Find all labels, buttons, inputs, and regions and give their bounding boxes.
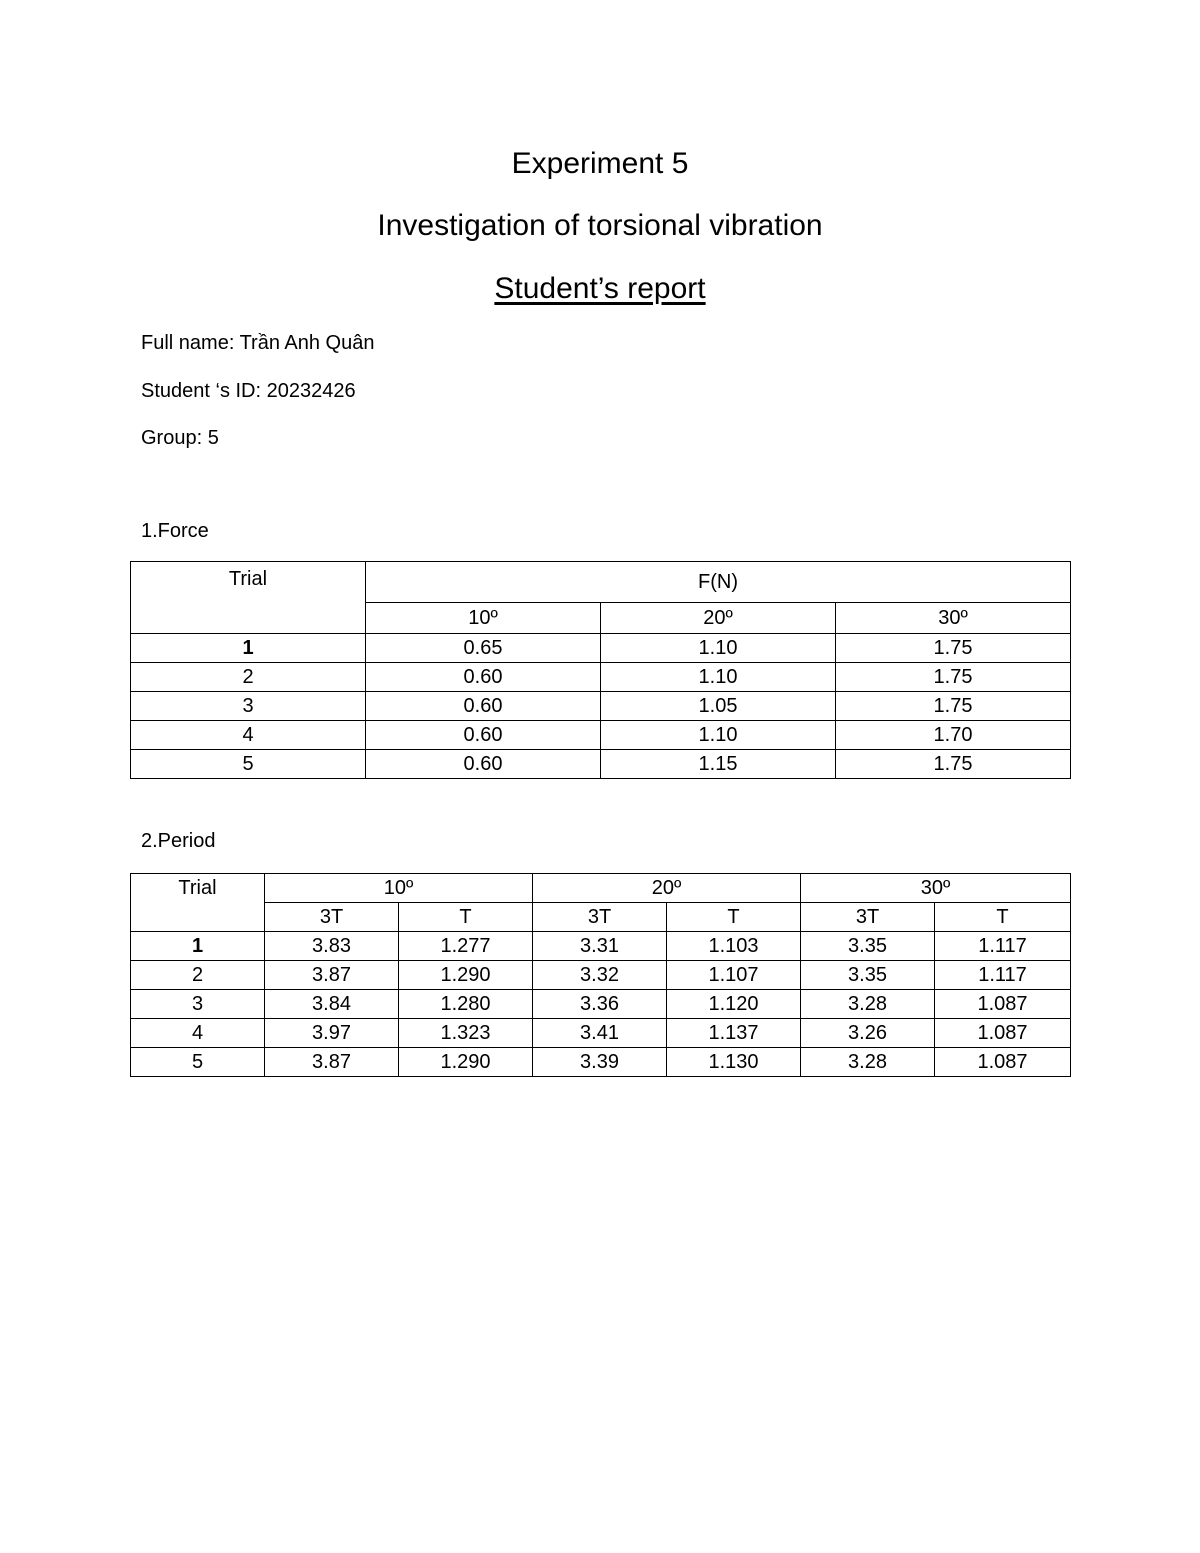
trial-cell: 2 [131, 961, 265, 990]
table-row [131, 1048, 1071, 1077]
period-sub-header: 3T [265, 903, 399, 932]
trial-cell: 3 [131, 692, 366, 721]
value-cell: 1.290 [399, 961, 533, 990]
value-cell: 0.60 [366, 750, 601, 779]
period-sub-header: 3T [801, 903, 935, 932]
value-cell: 1.75 [836, 692, 1071, 721]
value-cell: 1.70 [836, 721, 1071, 750]
value-cell: 1.05 [601, 692, 836, 721]
value-cell: 1.130 [667, 1048, 801, 1077]
value-cell: 1.290 [399, 1048, 533, 1077]
value-cell: 3.84 [265, 990, 399, 1019]
value-cell: 0.60 [366, 663, 601, 692]
value-cell: 3.97 [265, 1019, 399, 1048]
table-row [131, 721, 1071, 750]
value-cell: 1.087 [935, 1048, 1071, 1077]
period-angle-header: 10º [265, 874, 533, 903]
student-id: Student ‘s ID: 20232426 [141, 380, 356, 402]
force-angle-header: 30º [836, 603, 1071, 634]
period-trial-header: Trial [131, 874, 265, 932]
trial-cell: 4 [131, 1019, 265, 1048]
value-cell: 3.35 [801, 961, 935, 990]
period-sub-header: 3T [533, 903, 667, 932]
value-cell: 1.10 [601, 634, 836, 663]
table-row [131, 692, 1071, 721]
table-row [131, 961, 1071, 990]
value-cell: 3.28 [801, 1048, 935, 1077]
period-sub-header: T [399, 903, 533, 932]
trial-cell: 3 [131, 990, 265, 1019]
value-cell: 1.75 [836, 634, 1071, 663]
experiment-title: Experiment 5 [511, 147, 689, 180]
force-angle-header: 20º [601, 603, 836, 634]
table-row [131, 932, 1071, 961]
value-cell: 0.60 [366, 721, 601, 750]
value-cell: 3.26 [801, 1019, 935, 1048]
force-trial-header: Trial [131, 562, 366, 634]
value-cell: 3.32 [533, 961, 667, 990]
value-cell: 0.60 [366, 692, 601, 721]
value-cell: 1.137 [667, 1019, 801, 1048]
value-cell: 1.277 [399, 932, 533, 961]
trial-cell: 4 [131, 721, 366, 750]
period-sub-header: T [935, 903, 1071, 932]
value-cell: 0.65 [366, 634, 601, 663]
period-sub-header: T [667, 903, 801, 932]
period-angle-header: 30º [801, 874, 1071, 903]
trial-cell: 5 [131, 1048, 265, 1077]
table-row [131, 634, 1071, 663]
student-full-name: Full name: Trần Anh Quân [141, 332, 375, 354]
value-cell: 3.83 [265, 932, 399, 961]
period-header-row [131, 874, 1071, 903]
table-row [131, 990, 1071, 1019]
experiment-subject: Investigation of torsional vibration [377, 209, 823, 242]
force-group-header: F(N) [366, 562, 1071, 603]
table-row [131, 1019, 1071, 1048]
table-row [131, 663, 1071, 692]
value-cell: 3.39 [533, 1048, 667, 1077]
value-cell: 1.120 [667, 990, 801, 1019]
trial-cell: 5 [131, 750, 366, 779]
value-cell: 1.087 [935, 1019, 1071, 1048]
period-angle-header: 20º [533, 874, 801, 903]
force-table [130, 561, 1071, 779]
student-group: Group: 5 [141, 427, 219, 449]
value-cell: 1.75 [836, 750, 1071, 779]
trial-cell: 2 [131, 663, 366, 692]
period-subheader-row [131, 903, 1071, 932]
value-cell: 1.087 [935, 990, 1071, 1019]
period-section-title: 2.Period [141, 830, 216, 852]
value-cell: 1.10 [601, 721, 836, 750]
value-cell: 1.75 [836, 663, 1071, 692]
period-table [130, 873, 1071, 1077]
value-cell: 1.107 [667, 961, 801, 990]
value-cell: 1.10 [601, 663, 836, 692]
value-cell: 3.31 [533, 932, 667, 961]
value-cell: 1.117 [935, 932, 1071, 961]
value-cell: 1.103 [667, 932, 801, 961]
value-cell: 1.117 [935, 961, 1071, 990]
value-cell: 3.87 [265, 1048, 399, 1077]
trial-cell: 1 [131, 634, 366, 663]
value-cell: 3.28 [801, 990, 935, 1019]
force-angle-header: 10º [366, 603, 601, 634]
value-cell: 3.36 [533, 990, 667, 1019]
value-cell: 1.15 [601, 750, 836, 779]
trial-cell: 1 [131, 932, 265, 961]
value-cell: 3.87 [265, 961, 399, 990]
value-cell: 1.323 [399, 1019, 533, 1048]
value-cell: 3.35 [801, 932, 935, 961]
value-cell: 3.41 [533, 1019, 667, 1048]
table-row [131, 750, 1071, 779]
force-section-title: 1.Force [141, 520, 209, 542]
report-title: Student’s report [494, 272, 706, 305]
value-cell: 1.280 [399, 990, 533, 1019]
force-header-row [131, 562, 1071, 603]
